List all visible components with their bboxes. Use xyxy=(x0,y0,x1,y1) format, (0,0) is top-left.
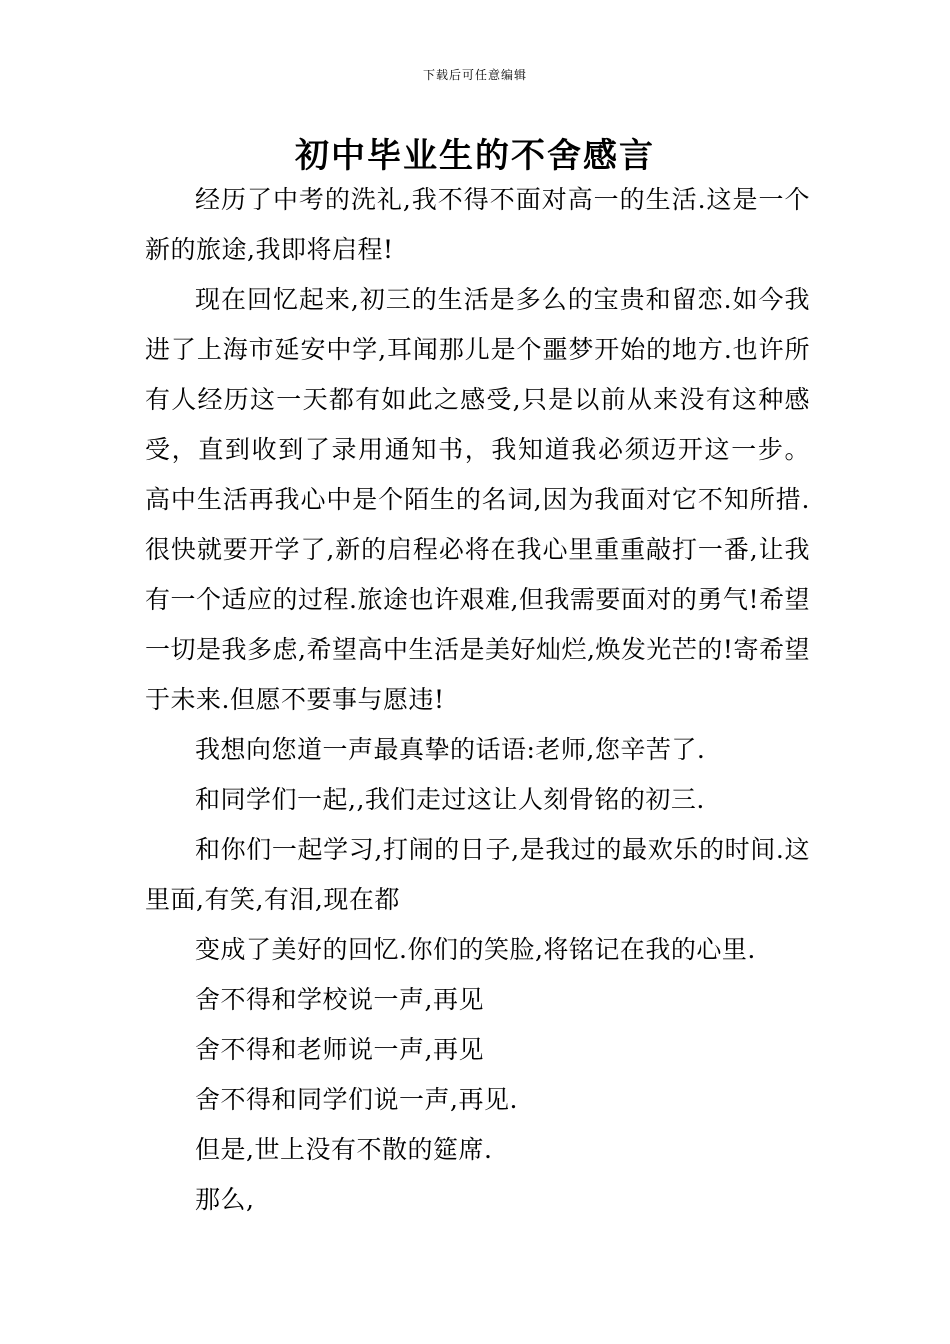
paragraph: 现在回忆起来,初三的生活是多么的宝贵和留恋.如今我进了上海市延安中学,耳闻那儿是个噩梦开始的地方.也许所有人经历这一天都有如此之感受,只是以前从来没有这种感受，直到收到了录用通知书，我知道我必须迈开这一步。 高中生活再我心中是个陌生的名词,因为我面对它不知所措.很快就要开学了,新的启程必将在我心里重重敲打一番,让我有一个适应的过程.旅途也许艰难,但我需要面对的勇气!希望一切是我多虑,希望高中生活是美好灿烂,焕发光芒的!寄希望于未来.但愿不要事与愿违! xyxy=(145,285,810,714)
paragraph: 变成了美好的回忆.你们的笑脸,将铭记在我的心里. xyxy=(195,935,756,964)
paragraph: 和你们一起学习,打闹的日子,是我过的最欢乐的时间.这里面,有笑,有泪,现在都 xyxy=(145,835,810,914)
document-title: 初中毕业生的不舍感言 xyxy=(295,136,655,176)
paragraph: 经历了中考的洗礼,我不得不面对高一的生活.这是一个新的旅途,我即将启程! xyxy=(145,185,810,264)
document-body xyxy=(145,175,810,1225)
paragraph: 那么, xyxy=(195,1185,255,1214)
paragraph: 但是,世上没有不散的筵席. xyxy=(195,1135,493,1164)
paragraph: 和同学们一起,,我们走过这让人刻骨铭的初三. xyxy=(195,785,705,814)
paragraph: 我想向您道一声最真挚的话语:老师,您辛苦了. xyxy=(195,735,706,764)
paragraph: 舍不得和同学们说一声,再见. xyxy=(195,1085,518,1114)
paragraph: 舍不得和学校说一声,再见 xyxy=(195,985,484,1014)
header-note: 下载后可任意编辑 xyxy=(422,68,527,82)
paragraph: 舍不得和老师说一声,再见 xyxy=(195,1035,484,1064)
